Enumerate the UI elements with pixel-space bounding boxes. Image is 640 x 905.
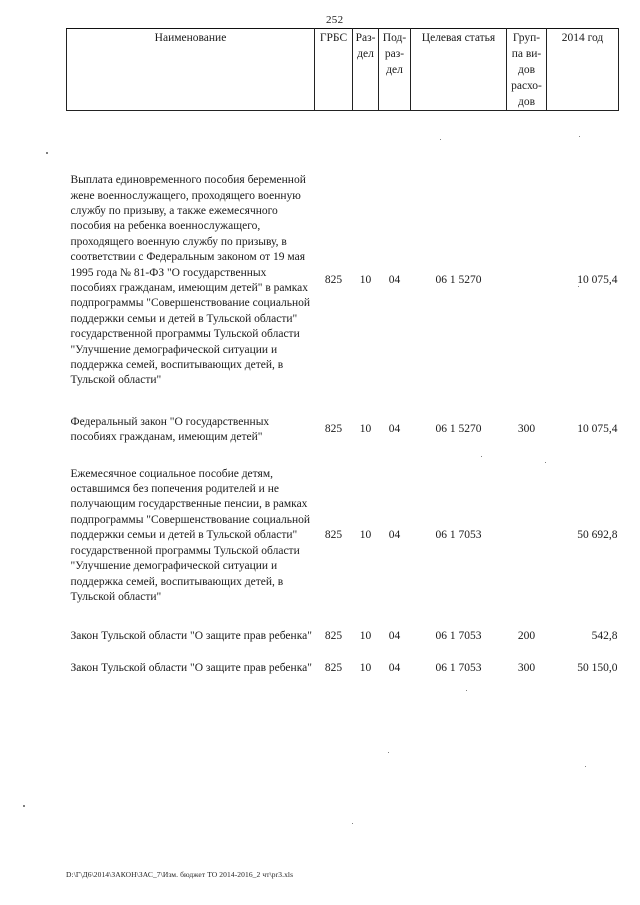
row-podrazdel: 04 <box>388 274 401 287</box>
row-podrazdel: 04 <box>388 630 401 643</box>
row-celevaya-statya: 06 1 7053 <box>435 630 482 643</box>
row-amount-2014: 10 075,4 <box>577 274 618 287</box>
scan-speck <box>579 136 580 137</box>
row-celevaya-statya: 06 1 5270 <box>435 423 482 436</box>
row-podrazdel: 04 <box>388 529 401 542</box>
row-name: Ежемесячное социальное пособие детям, оставшимся без попечения родителей и не получающим государственные пенсии, в рамках подпрограммы "Совершенствование социальной поддержки семьи и детей в Тульской области" государственной программы Тульской области "Улучшение демографической ситуации и поддержка семей, воспитывающих детей, в Тульской области" <box>70 467 311 603</box>
row-gruppa-vidov-rashodov <box>507 153 547 409</box>
table-row <box>67 153 619 409</box>
spacer-row <box>67 111 619 154</box>
table-row <box>67 621 619 653</box>
header-grbs: ГРБС <box>315 29 353 111</box>
row-grbs: 825 <box>324 274 343 287</box>
row-name: Выплата единовременного пособия беременной жене военнослужащего, проходящего военную службу по призыву, а также ежемесячного пособия на ребенка военнослужащего, проходящего военную службу по призыву, в соответствии с Федеральным законом от 19 мая 1995 года № 81-ФЗ "О государственных пособиях гражданам, имеющим детей" в рамках подпрограммы "Совершенствование социальной поддержки семьи и детей в Тульской области" государственной программы Тульской области "Улучшение демографической ситуации и поддержка семей, воспитывающих детей, в Тульской области" <box>70 174 311 387</box>
table-row <box>67 653 619 685</box>
scan-speck <box>578 286 579 287</box>
header-podrazdel: Под-раз-дел <box>379 29 411 111</box>
row-name: Закон Тульской области "О защите прав ребенка" <box>70 662 312 675</box>
table-row <box>67 409 619 451</box>
row-amount-2014: 50 692,8 <box>577 529 618 542</box>
scan-speck <box>388 752 389 753</box>
row-gruppa-vidov-rashodov: 300 <box>517 662 536 675</box>
scan-speck <box>481 456 482 457</box>
row-podrazdel: 04 <box>388 662 401 675</box>
row-gruppa-vidov-rashodov: 200 <box>517 630 536 643</box>
page-number: 252 <box>326 14 344 26</box>
table-row <box>67 451 619 621</box>
row-gruppa-vidov-rashodov: 300 <box>517 423 536 436</box>
row-grbs: 825 <box>324 423 343 436</box>
footer-file-path: D:\Г\Д6\2014\ЗАКОН\ЗАС_7\Изм. бюджет ТО 2014-2016_2 чт\pr3.xls <box>66 870 294 879</box>
row-razdel: 10 <box>359 662 372 675</box>
row-grbs: 825 <box>324 662 343 675</box>
row-amount-2014: 10 075,4 <box>577 423 618 436</box>
header-razdel: Раз-дел <box>353 29 379 111</box>
header-2014-god: 2014 год <box>547 29 619 111</box>
header-gruppa-vidov-rashodov: Груп-па ви-дов расхо-дов <box>507 29 547 111</box>
scan-speck <box>46 152 48 154</box>
row-gruppa-vidov-rashodov <box>507 451 547 621</box>
budget-table <box>66 28 619 685</box>
budget-table-sheet <box>66 28 618 678</box>
row-razdel: 10 <box>359 423 372 436</box>
row-grbs: 825 <box>324 630 343 643</box>
row-celevaya-statya: 06 1 5270 <box>435 274 482 287</box>
scan-speck <box>440 139 441 140</box>
scan-speck <box>23 805 25 807</box>
row-amount-2014: 542,8 <box>591 630 618 643</box>
scan-speck <box>585 766 586 767</box>
scan-speck <box>545 462 546 463</box>
row-razdel: 10 <box>359 630 372 643</box>
table-header-row <box>67 29 619 111</box>
row-razdel: 10 <box>359 274 372 287</box>
row-podrazdel: 04 <box>388 423 401 436</box>
row-name: Федеральный закон "О государственных пособиях гражданам, имеющим детей" <box>70 415 270 443</box>
row-razdel: 10 <box>359 529 372 542</box>
header-celevaya-statya: Целевая статья <box>411 29 507 111</box>
row-name: Закон Тульской области "О защите прав ребенка" <box>70 630 312 643</box>
row-grbs: 825 <box>324 529 343 542</box>
row-amount-2014: 50 150,0 <box>577 662 618 675</box>
scan-speck <box>352 823 353 824</box>
header-name: Наименование <box>67 29 315 111</box>
row-celevaya-statya: 06 1 7053 <box>435 662 482 675</box>
row-celevaya-statya: 06 1 7053 <box>435 529 482 542</box>
scan-speck <box>466 690 467 691</box>
